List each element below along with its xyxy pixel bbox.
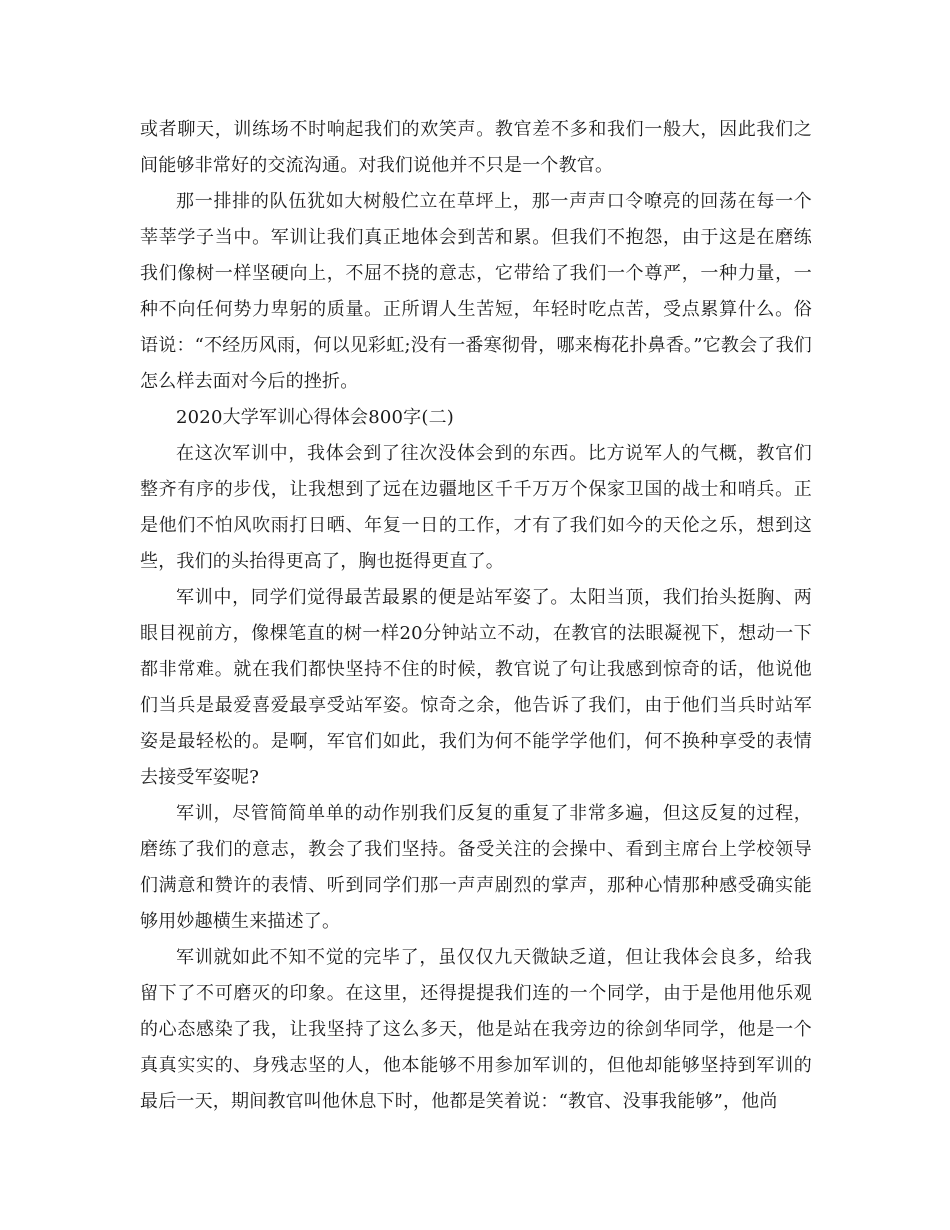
paragraph-experience: 在这次军训中，我体会到了往次没体会到的东西。比方说军人的气概，教官们整齐有序的步伐，让我想到了远在边疆地区千千万万个保家卫国的战士和哨兵。正是他们不怕风吹雨打日晒、年复一日的工作，才有了我们如今的天伦之乐，想到这些，我们的头抬得更高了，胸也挺得更直了。: [140, 443, 812, 572]
document-body: [140, 112, 812, 1120]
paragraph-queue-trees: 那一排排的队伍犹如大树般伫立在草坪上，那一声声口令嘹亮的回荡在每一个莘莘学子当中。军训让我们真正地体会到苦和累。但我们不抱怨，由于这是在磨练我们像树一样坚硬向上，不屈不挠的意志，它带给了我们一个尊严，一种力量，一种不向任何势力卑躬的质量。正所谓人生苦短，年轻时吃点苦，受点累算什么。俗语说：“不经历风雨，何以见彩虹;没有一番寒彻骨，哪来梅花扑鼻香。”它教会了我们怎么样去面对今后的挫折。: [140, 191, 812, 392]
paragraph-repetition: 军训，尽管简简单单的动作别我们反复的重复了非常多遍，但这反复的过程，磨练了我们的意志，教会了我们坚持。备受关注的会操中、看到主席台上学校领导们满意和赞许的表情、听到同学们那一声声剧烈的掌声，那种心情那种感受确实能够用妙趣横生来描述了。: [140, 803, 812, 932]
paragraph-standing-posture: 军训中，同学们觉得最苦最累的便是站军姿了。太阳当顶，我们抬头挺胸、两眼目视前方，像棵笔直的树一样20分钟站立不动，在教官的法眼凝视下，想动一下都非常难。就在我们都快坚持不住的时候，教官说了句让我感到惊奇的话，他说他们当兵是最爱喜爱最享受站军姿。惊奇之余，他告诉了我们，由于他们当兵时站军姿是最轻松的。是啊，军官们如此，我们为何不能学学他们，何不换种享受的表情去接受军姿呢?: [140, 587, 812, 788]
section-heading: 2020大学军训心得体会800字(二): [176, 407, 455, 428]
paragraph-continued: 或者聊天，训练场不时响起我们的欢笑声。教官差不多和我们一般大，因此我们之间能够非常好的交流沟通。对我们说他并不只是一个教官。: [140, 119, 812, 176]
paragraph-classmate: 军训就如此不知不觉的完毕了，虽仅仅九天微缺乏道，但让我体会良多，给我留下了不可磨灭的印象。在这里，还得提提我们连的一个同学，由于是他用他乐观的心态感染了我，让我坚持了这么多天，他是站在我旁边的徐剑华同学，他是一个真真实实的、身残志坚的人，他本能够不用参加军训的，但他却能够坚持到军训的最后一天，期间教官叫他休息下时，他都是笑着说：“教官、没事我能够”，他尚: [140, 947, 812, 1112]
